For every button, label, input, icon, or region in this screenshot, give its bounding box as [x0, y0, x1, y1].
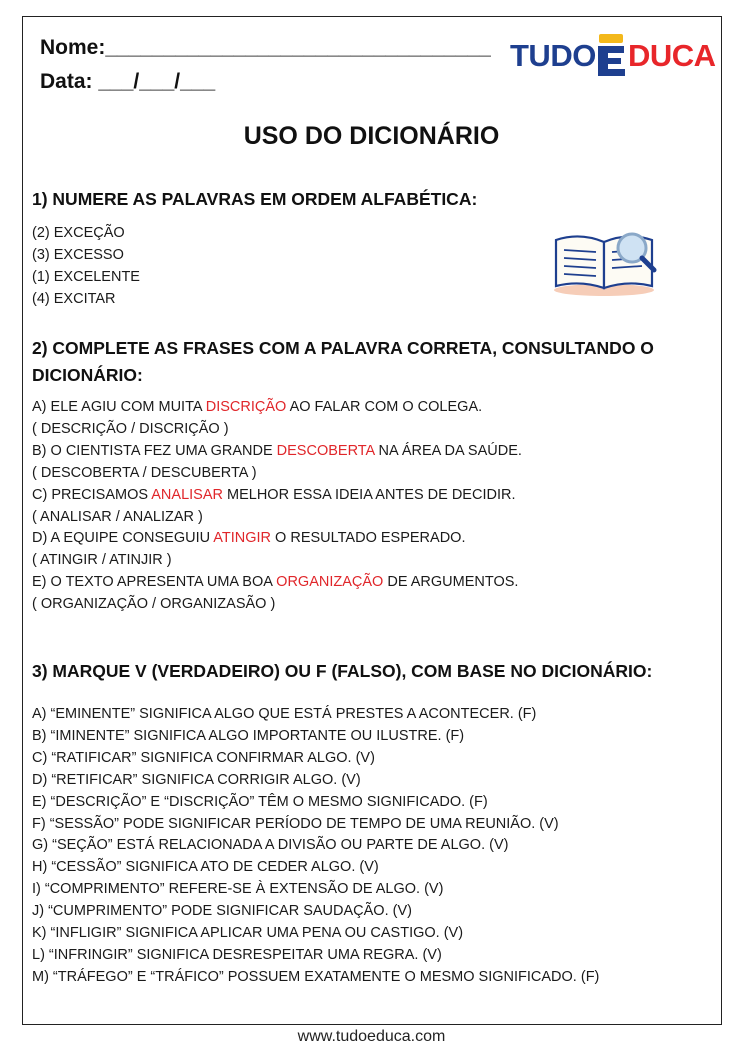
- logo-text-left: TUDO: [510, 38, 596, 73]
- book-magnifier-icon: [552, 226, 662, 298]
- options-line: ( DESCRIÇÃO / DISCRIÇÃO ): [32, 420, 229, 437]
- list-item: I) “COMPRIMENTO” REFERE-SE À EXTENSÃO DE ALGO. (V): [32, 881, 444, 898]
- list-item: E) “DESCRIÇÃO” E “DISCRIÇÃO” TÊM O MESMO SIGNIFICADO. (F): [32, 793, 488, 810]
- sentence-before: E) O TEXTO APRESENTA UMA BOA: [32, 574, 277, 591]
- footer-url: www.tudoeduca.com: [297, 1028, 446, 1045]
- sentence-before: C) PRECISAMOS: [32, 486, 152, 503]
- list-item: K) “INFLIGIR” SIGNIFICA APLICAR UMA PENA OU CASTIGO. (V): [32, 925, 464, 942]
- options-line: ( ATINGIR / ATINJIR ): [32, 552, 172, 569]
- logo-e-icon: [596, 32, 630, 83]
- sentence-before: B) O CIENTISTA FEZ UMA GRANDE: [32, 442, 277, 459]
- list-item: C) “RATIFICAR” SIGNIFICA CONFIRMAR ALGO. (V): [32, 749, 375, 766]
- list-item: F) “SESSÃO” PODE SIGNIFICAR PERÍODO DE TEMPO DE UMA REUNIÃO. (V): [32, 815, 559, 832]
- name-line: Nome:_________________________________: [40, 36, 491, 59]
- logo-text-right: DUCA: [628, 38, 716, 73]
- answer-word: ORGANIZAÇÃO: [276, 574, 384, 591]
- sentence-after: MELHOR ESSA IDEIA ANTES DE DECIDIR.: [222, 486, 516, 503]
- list-item: B) “IMINENTE” SIGNIFICA ALGO IMPORTANTE OU ILUSTRE. (F): [32, 727, 465, 744]
- list-item: D) “RETIFICAR” SIGNIFICA CORRIGIR ALGO. (V): [32, 771, 361, 788]
- section1-heading: 1) NUMERE AS PALAVRAS EM ORDEM ALFABÉTICA:: [32, 189, 478, 209]
- list-item: L) “INFRINGIR” SIGNIFICA DESRESPEITAR UMA REGRA. (V): [32, 946, 442, 963]
- sentence-line: [32, 485, 692, 507]
- sentence-after: DE ARGUMENTOS.: [383, 574, 519, 591]
- options-line: ( ANALISAR / ANALIZAR ): [32, 508, 203, 525]
- sentence-after: NA ÁREA DA SAÚDE.: [374, 442, 522, 459]
- section3-heading: 3) MARQUE V (VERDADEIRO) OU F (FALSO), COM BASE NO DICIONÁRIO:: [32, 661, 653, 681]
- sentence-line: [32, 397, 692, 419]
- list-item: M) “TRÁFEGO” E “TRÁFICO” POSSUEM EXATAMENTE O MESMO SIGNIFICADO. (F): [32, 968, 600, 985]
- sentence-line: [32, 572, 692, 594]
- answer-word: ANALISAR: [151, 486, 223, 503]
- options-line: ( DESCOBERTA / DESCUBERTA ): [32, 464, 257, 481]
- answer-word: DISCRIÇÃO: [205, 399, 287, 415]
- sentence-after: O RESULTADO ESPERADO.: [271, 530, 466, 547]
- date-line: Data: ___/___/___: [40, 70, 216, 93]
- list-item: J) “CUMPRIMENTO” PODE SIGNIFICAR SAUDAÇÃO. (V): [32, 903, 412, 920]
- answer-word: ATINGIR: [213, 530, 272, 547]
- sentence-line: [32, 528, 692, 550]
- section2-list: [32, 397, 692, 616]
- list-item: (4) EXCITAR: [32, 290, 116, 307]
- section2-heading: 2) COMPLETE AS FRASES COM A PALAVRA CORRETA, CONSULTANDO O DICIONÁRIO:: [32, 338, 654, 385]
- list-item: A) “EMINENTE” SIGNIFICA ALGO QUE ESTÁ PRESTES A ACONTECER. (F): [32, 706, 537, 722]
- list-item: G) “SEÇÃO” ESTÁ RELACIONADA A DIVISÃO OU PARTE DE ALGO. (V): [32, 837, 509, 854]
- list-item: (2) EXCEÇÃO: [32, 225, 125, 241]
- answer-word: DESCOBERTA: [276, 442, 375, 459]
- sentence-before: A) ELE AGIU COM MUITA: [32, 399, 206, 415]
- list-item: (1) EXCELENTE: [32, 268, 140, 285]
- page-title: USO DO DICIONÁRIO: [243, 122, 500, 150]
- sentence-before: D) A EQUIPE CONSEGUIU: [32, 530, 214, 547]
- list-item: (3) EXCESSO: [32, 246, 124, 263]
- tudoeduca-logo: [510, 32, 720, 78]
- options-line: ( ORGANIZAÇÃO / ORGANIZASÃO ): [32, 596, 276, 613]
- section3-list: [32, 704, 692, 989]
- list-item: H) “CESSÃO” SIGNIFICA ATO DE CEDER ALGO. (V): [32, 859, 379, 876]
- sentence-after: AO FALAR COM O COLEGA.: [286, 399, 483, 415]
- sentence-line: [32, 441, 692, 463]
